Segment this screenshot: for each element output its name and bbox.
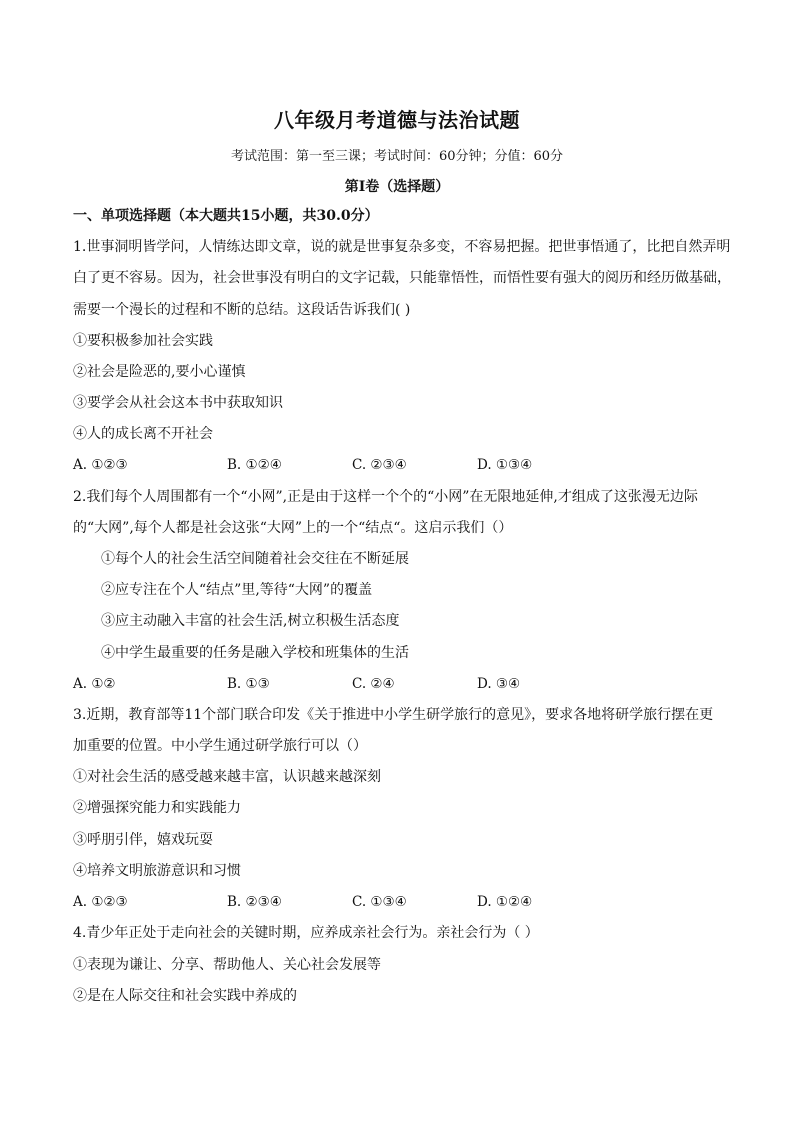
question-3-option-b[interactable]: B. ②③④ — [227, 894, 282, 910]
question-1-stem-line-3: 需要一个漫长的过程和不断的总结。这段话告诉我们( ) — [73, 302, 411, 318]
question-1-option-c[interactable]: C. ②③④ — [352, 457, 407, 473]
question-2-item-3: ③应主动融入丰富的社会生活,树立积极生活态度 — [101, 613, 400, 629]
question-2-stem-line-1: 2.我们每个人周围都有一个“小网”,正是由于这样一个个的“小网”在无限地延伸,才组成了这张漫无边际 — [73, 489, 698, 505]
question-3-stem-line-2: 加重要的位置。中小学生通过研学旅行可以（） — [73, 738, 367, 754]
question-3-stem-line-1: 3.近期，教育部等11个部门联合印发《关于推进中小学生研学旅行的意见》，要求各地将研学旅行摆在更 — [73, 707, 714, 723]
question-4-item-2: ②是在人际交往和社会实践中养成的 — [73, 988, 297, 1004]
question-1-item-1: ①要积极参加社会实践 — [73, 333, 213, 349]
exam-info: 考试范围：第一至三课；考试时间：60分钟；分值：60分 — [230, 149, 564, 164]
question-3-item-3: ③呼朋引伴，嬉戏玩耍 — [73, 832, 213, 848]
question-2-item-1: ①每个人的社会生活空间随着社会交往在不断延展 — [101, 551, 409, 567]
volume-heading: 第I卷（选择题） — [344, 179, 450, 195]
question-3-option-a[interactable]: A. ①②③ — [73, 894, 128, 910]
question-1-option-b[interactable]: B. ①②④ — [227, 457, 282, 473]
question-1-item-3: ③要学会从社会这本书中获取知识 — [73, 395, 283, 411]
question-3-option-c[interactable]: C. ①③④ — [352, 894, 407, 910]
question-4-stem-line-1: 4.青少年正处于走向社会的关键时期，应养成亲社会行为。亲社会行为（ ） — [73, 925, 539, 941]
question-3-item-2: ②增强探究能力和实践能力 — [73, 800, 241, 816]
question-1-item-4: ④人的成长离不开社会 — [73, 426, 213, 442]
question-2-stem-line-2: 的“大网”,每个人都是社会这张“大网”上的一个“结点“。这启示我们（） — [73, 520, 513, 536]
question-2-option-d[interactable]: D. ③④ — [477, 676, 521, 692]
question-1-stem-line-2: 白了更不容易。因为，社会世事没有明白的文字记载，只能靠悟性，而悟性要有强大的阅历和经历做基础， — [73, 270, 731, 286]
section-heading: 一、单项选择题（本大题共15小题，共30.0分） — [73, 208, 379, 224]
question-1-option-a[interactable]: A. ①②③ — [73, 457, 128, 473]
question-3-option-d[interactable]: D. ①②④ — [477, 894, 533, 910]
question-3-item-1: ①对社会生活的感受越来越丰富，认识越来越深刻 — [73, 769, 381, 785]
question-2-option-c[interactable]: C. ②④ — [352, 676, 395, 692]
question-4-item-1: ①表现为谦让、分享、帮助他人、关心社会发展等 — [73, 957, 381, 973]
question-2-option-b[interactable]: B. ①③ — [227, 676, 270, 692]
question-2-item-4: ④中学生最重要的任务是融入学校和班集体的生活 — [101, 645, 409, 661]
question-1-item-2: ②社会是险恶的,要小心谨慎 — [73, 364, 246, 380]
question-3-item-4: ④培养文明旅游意识和习惯 — [73, 863, 241, 879]
question-2-option-a[interactable]: A. ①② — [73, 676, 116, 692]
question-1-option-d[interactable]: D. ①③④ — [477, 457, 533, 473]
page-title: 八年级月考道德与法治试题 — [274, 108, 520, 132]
question-2-item-2: ②应专注在个人“结点”里,等待“大网”的覆盖 — [101, 582, 373, 598]
question-1-stem-line-1: 1.世事洞明皆学问，人情练达即文章，说的就是世事复杂多变，不容易把握。把世事悟通了，比把自然弄明 — [73, 239, 731, 255]
